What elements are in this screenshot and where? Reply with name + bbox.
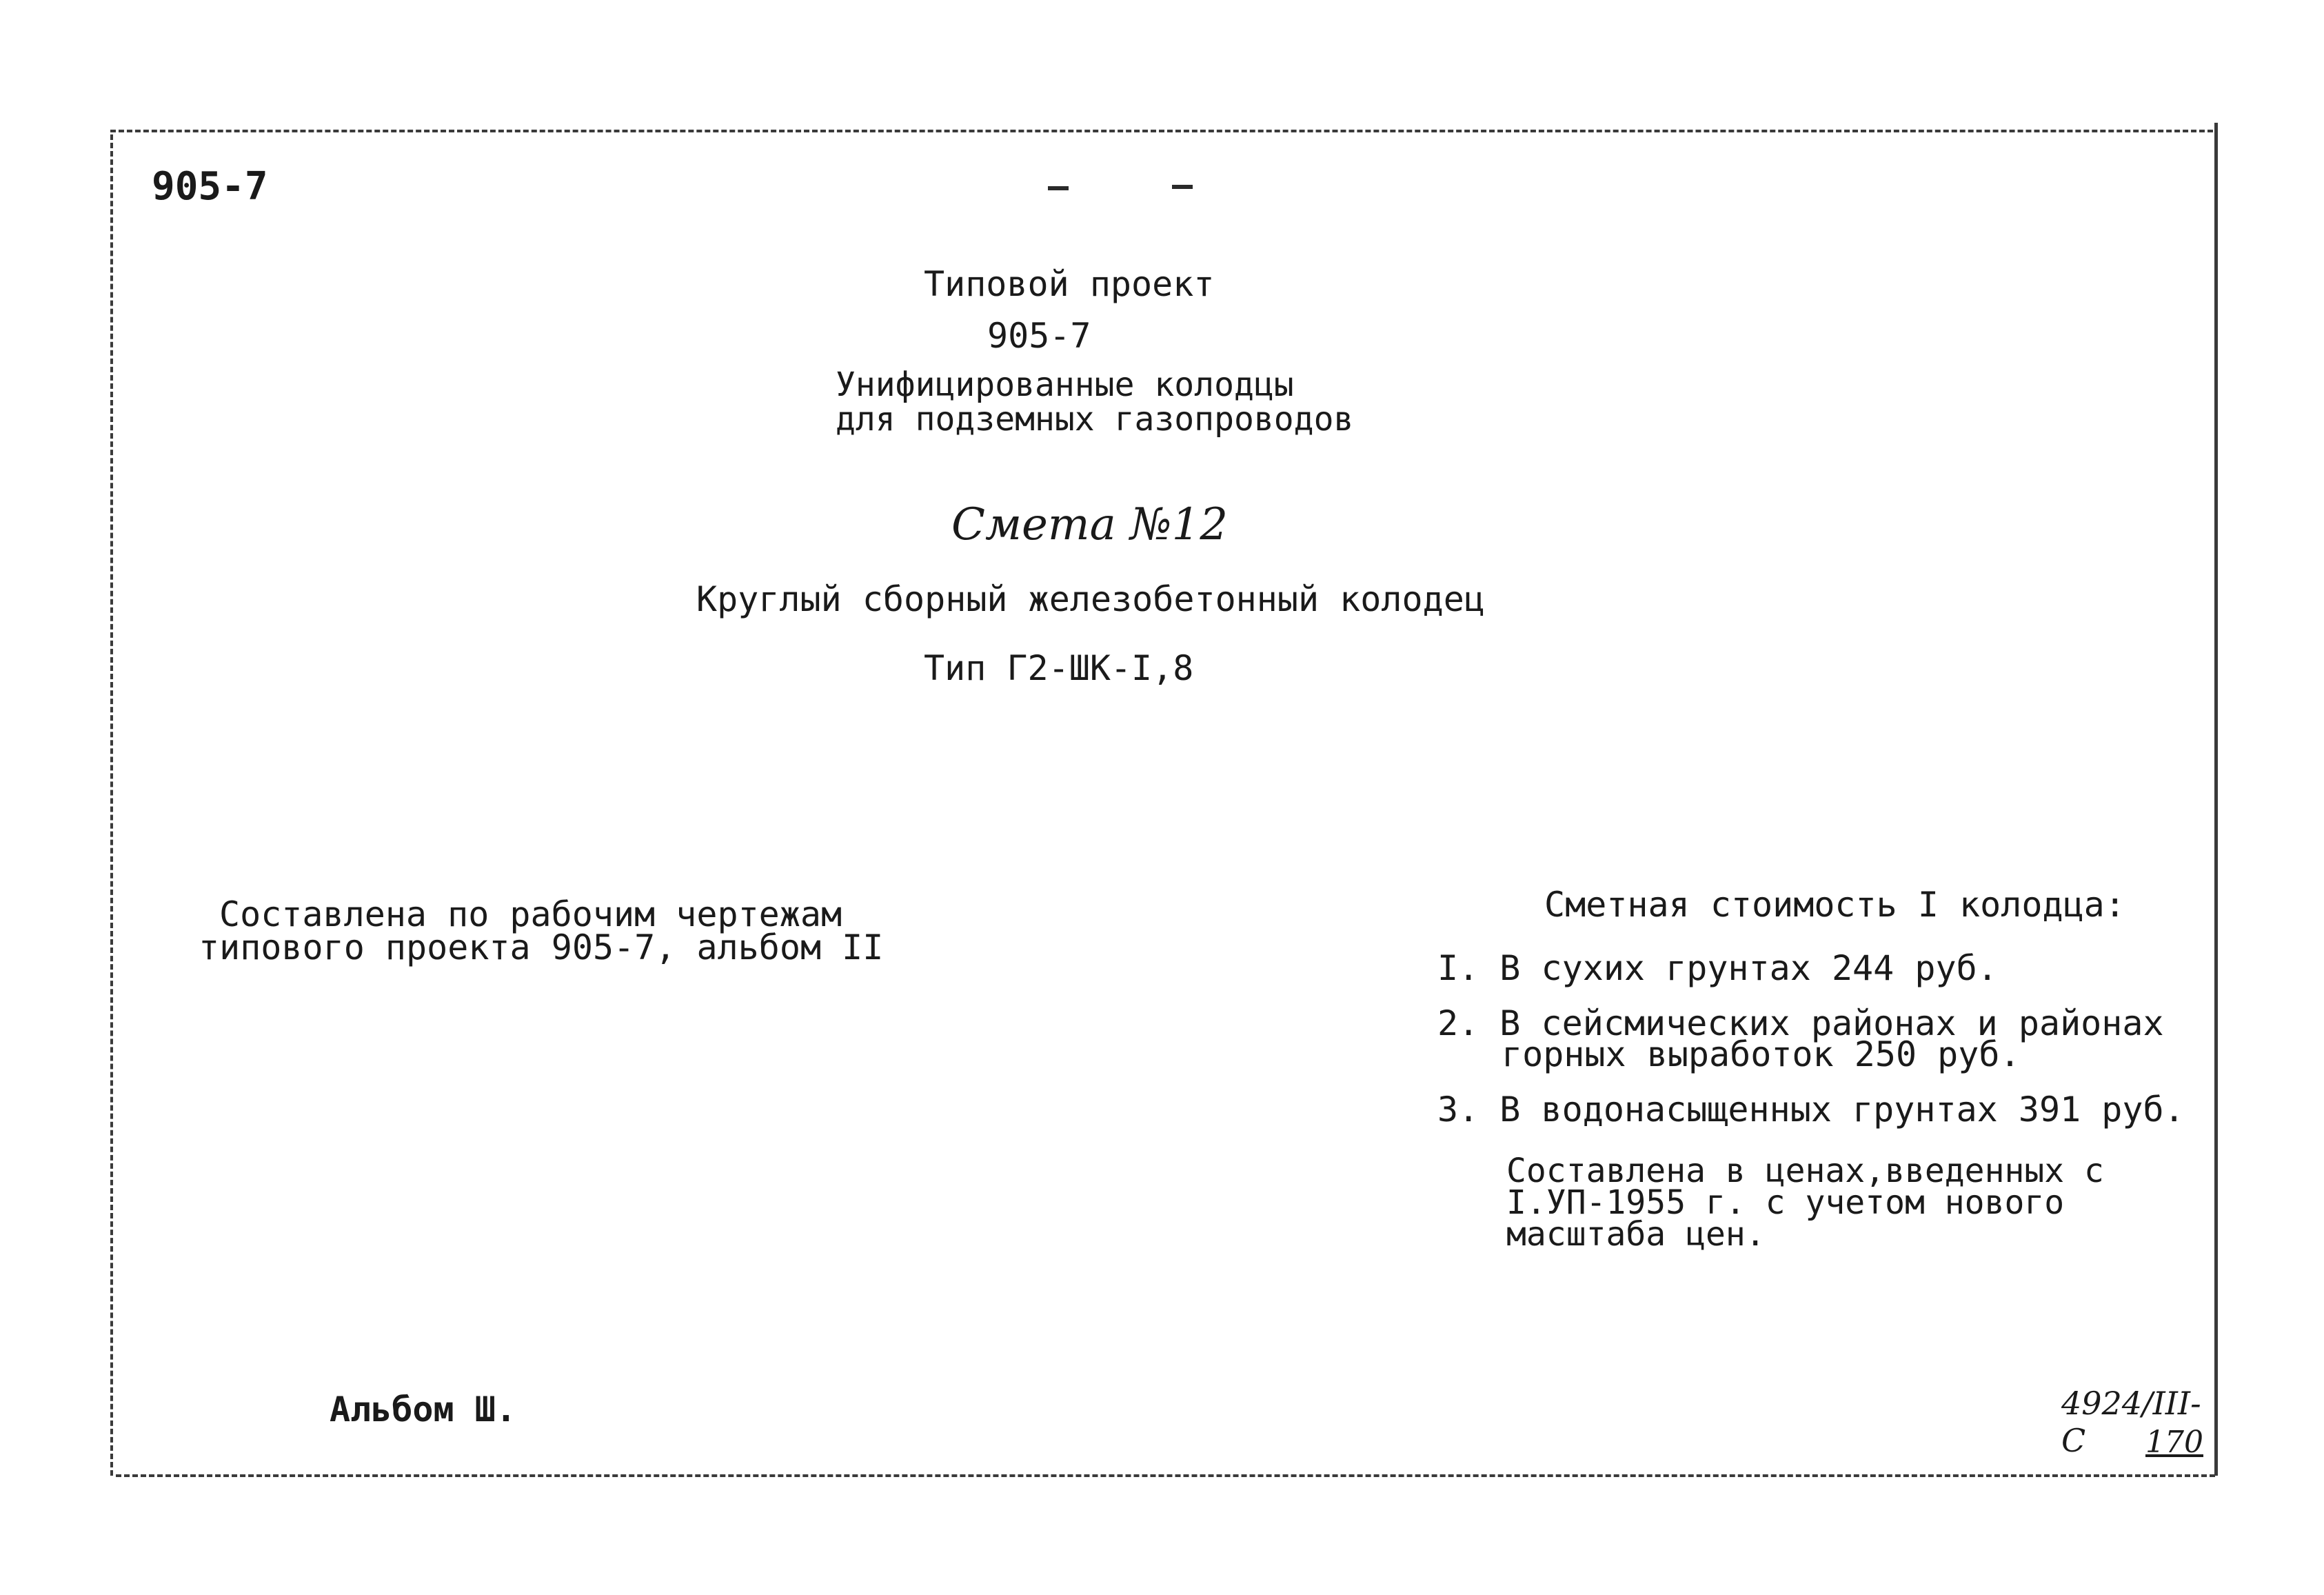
- price-note-line3: масштаба цен.: [1506, 1215, 1766, 1254]
- frame-bottom-border: [116, 1474, 2215, 1477]
- frame-left-border: [110, 134, 113, 1476]
- document-code: 905-7: [152, 164, 268, 209]
- price-note-line2: I.УП-1955 г. с учетом нового: [1506, 1183, 2065, 1222]
- decorative-dash: [1048, 186, 1069, 190]
- stamp-page-number: 170: [2145, 1425, 2203, 1460]
- archive-stamp: [2061, 1385, 2210, 1471]
- estimate-number: Смета №12: [951, 499, 1229, 550]
- cost-item-2-line2: горных выработок 250 руб.: [1502, 1034, 2021, 1074]
- project-code: 905-7: [987, 316, 1091, 356]
- cost-item-1: I. В сухих грунтах 244 руб.: [1437, 948, 1998, 988]
- project-label: Типовой проект: [924, 264, 1215, 304]
- album-label: Альбом Ш.: [330, 1390, 516, 1430]
- well-type: Тип Г2-ШК-I,8: [924, 648, 1194, 688]
- frame-right-border: [2214, 123, 2218, 1476]
- cost-heading: Сметная стоимость I колодца:: [1544, 885, 2125, 925]
- cost-item-3: 3. В водонасыщенных грунтах 391 руб.: [1437, 1090, 2185, 1130]
- decorative-dash: [1172, 185, 1193, 189]
- cost-item-2-line1: 2. В сейсмических районах и районах: [1437, 1003, 2164, 1043]
- stamp-code: 4924/III-С: [2061, 1385, 2201, 1459]
- project-title-line1: Унифицированные колодцы: [836, 365, 1294, 404]
- project-title-line2: для подземных газопроводов: [836, 400, 1354, 439]
- compiled-from-line1: Составлена по рабочим чертежам: [219, 894, 842, 934]
- estimate-subject: Круглый сборный железобетонный колодец: [696, 579, 1485, 619]
- price-note-line1: Составлена в ценах,введенных с: [1506, 1152, 2104, 1190]
- frame-top-border: [110, 130, 2213, 132]
- compiled-from-line2: типового проекта 905-7, альбом II: [199, 927, 884, 967]
